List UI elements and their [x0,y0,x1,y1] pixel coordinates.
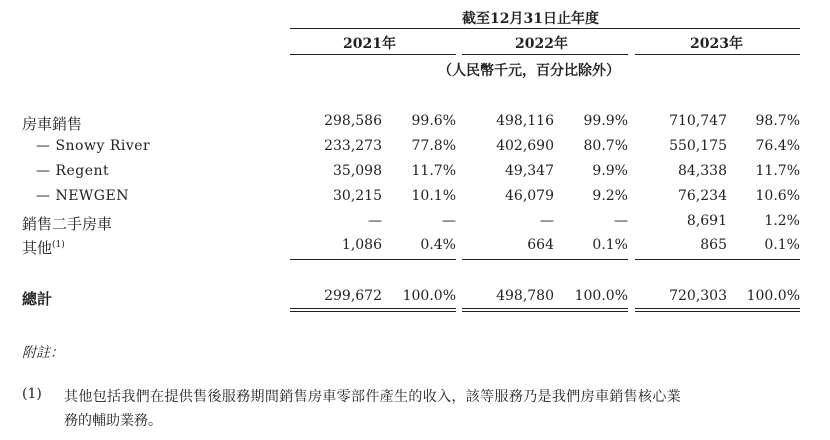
note-text-line1: 其他包括我們在提供售後服務期間銷售房車零部件產生的收入，該等服務乃是我們房車銷售核心業 [64,389,682,405]
cell-2023-pct: 98.7% [755,113,800,129]
row-label [36,163,109,179]
cell-2021-pct: 0.4% [420,237,456,253]
total-2021-pct: 100.0% [402,288,456,304]
subtotal-line-2023 [635,259,800,260]
year-2021-header: 2021年 [343,36,396,52]
period-header: 截至12月31日止年度 [462,11,599,27]
cell-2023-pct: 1.2% [764,213,800,229]
unit-note: （人民幣千元，百分比除外） [438,63,620,79]
cell-2021-pct: 11.7% [411,163,456,179]
total-line-2022-a [462,308,628,309]
row-label [22,213,112,234]
total-2023-pct: 100.0% [746,288,800,304]
cell-2022-amount: 46,079 [505,188,554,204]
note-text-line2: 務的輔助業務。 [64,413,162,429]
row-label-text: — Regent [36,163,110,179]
row-label [36,138,150,154]
cell-2022-pct: 9.2% [592,188,628,204]
cell-2023-pct: 76.4% [755,138,800,154]
cell-2022-pct: 80.7% [583,138,628,154]
period-underline [290,28,800,29]
row-label [22,113,82,134]
year-2023-header: 2023年 [690,36,743,52]
total-2021-amount: 299,672 [324,288,382,304]
cell-2022-amount: 664 [527,237,554,253]
cell-2021-amount: 298,586 [324,113,382,129]
cell-2022-amount: 49,347 [505,163,554,179]
cell-2022-amount: 498,116 [496,113,554,129]
row-label-text: 其他 [22,239,53,257]
total-line-2022-b [462,311,628,312]
cell-2023-amount: 84,338 [678,163,727,179]
total-line-2023-b [635,311,800,312]
total-line-2021-b [290,311,456,312]
row-label-text: — NEWGEN [36,188,129,204]
row-label-text: 銷售二手房車 [22,215,113,233]
cell-2022-pct: — [614,213,628,229]
total-2022-amount: 498,780 [496,288,554,304]
cell-2021-pct: 77.8% [411,138,456,154]
cell-2023-amount: 865 [700,237,727,253]
note-marker: (1) [22,386,42,402]
cell-2023-pct: 0.1% [764,237,800,253]
notes-title: 附註： [22,345,64,361]
total-label: 總計 [22,290,53,308]
row-label [36,188,129,204]
cell-2023-amount: 76,234 [678,188,727,204]
total-2023-amount: 720,303 [669,288,727,304]
year-2021-underline [290,54,456,55]
year-2022-underline [462,54,628,55]
cell-2022-pct: 9.9% [592,163,628,179]
row-label-text: — Snowy River [36,138,151,154]
total-line-2021-a [290,308,456,309]
row-label-text: 房車銷售 [22,115,83,133]
cell-2021-amount: 35,098 [333,163,382,179]
cell-2022-amount: — [540,213,554,229]
subtotal-line-2022 [462,259,628,260]
cell-2023-amount: 710,747 [669,113,727,129]
cell-2023-amount: 550,175 [669,138,727,154]
total-2022-pct: 100.0% [574,288,628,304]
cell-2022-pct: 99.9% [583,113,628,129]
cell-2023-amount: 8,691 [686,213,727,229]
cell-2021-pct: 10.1% [411,188,456,204]
cell-2021-amount: 1,086 [341,237,382,253]
footnote-ref: (1) [52,240,65,250]
year-2022-header: 2022年 [515,36,568,52]
cell-2023-pct: 11.7% [755,163,800,179]
cell-2021-amount: — [368,213,382,229]
cell-2022-pct: 0.1% [592,237,628,253]
year-2023-underline [635,54,800,55]
cell-2021-pct: — [442,213,456,229]
row-label [22,237,65,258]
subtotal-line-2021 [290,259,456,260]
cell-2021-pct: 99.6% [411,113,456,129]
cell-2022-amount: 402,690 [496,138,554,154]
total-line-2023-a [635,308,800,309]
cell-2023-pct: 10.6% [755,188,800,204]
cell-2021-amount: 30,215 [333,188,382,204]
cell-2021-amount: 233,273 [324,138,382,154]
